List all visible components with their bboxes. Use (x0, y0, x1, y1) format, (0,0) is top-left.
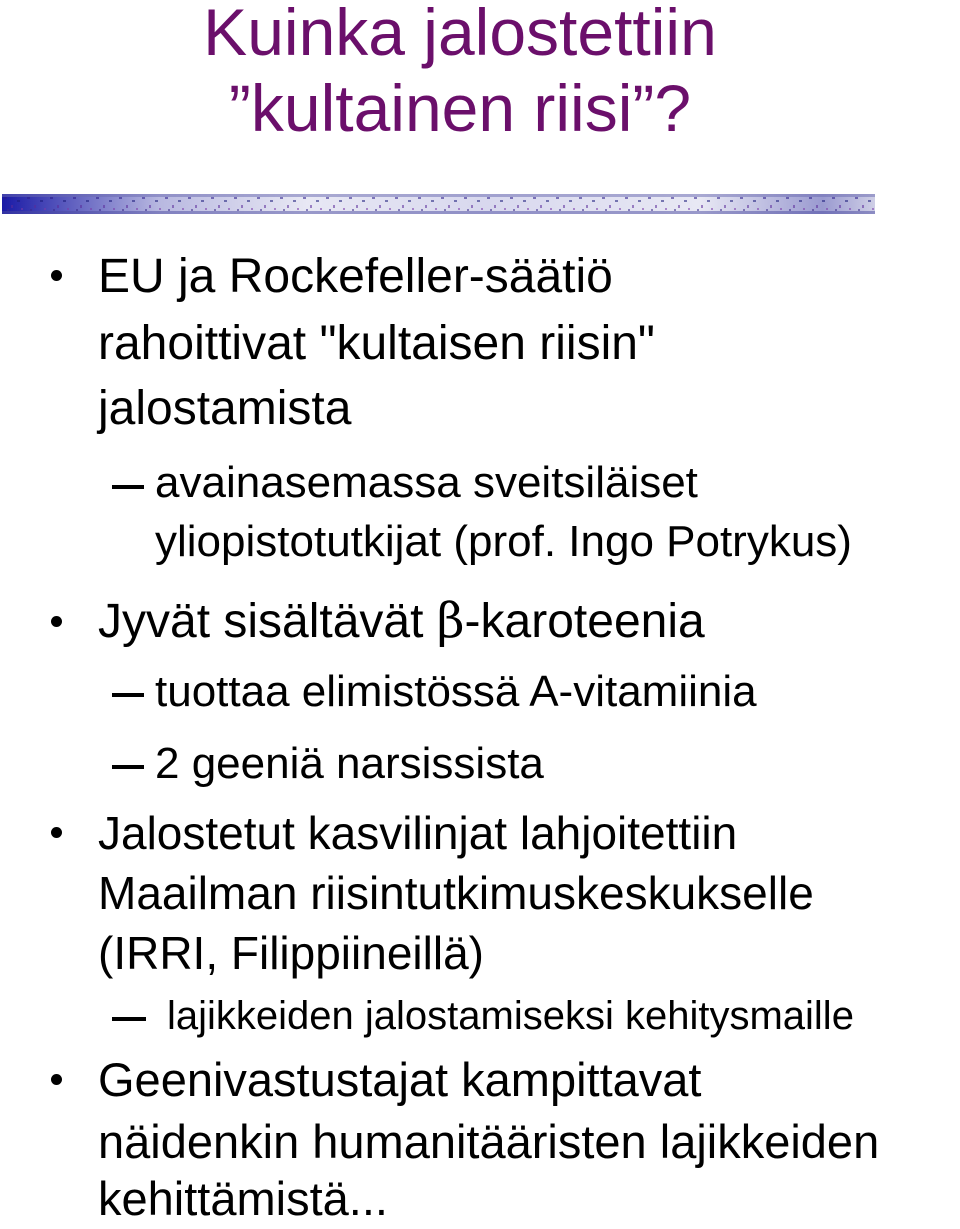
bullet-marker (51, 270, 62, 281)
bullet-3-sub-1-line-1: lajikkeiden jalostamiseksi kehitysmaille (167, 994, 854, 1038)
bullet-marker (51, 616, 62, 627)
bullet-4-line-2: näidenkin humanitääristen lajikkeiden (98, 1115, 880, 1168)
bullet-3-line-1: Jalostetut kasvilinjat lahjoitettiin (98, 807, 738, 859)
sub-bullet-dash (112, 485, 144, 489)
bullet-4-line-1: Geenivastustajat kampittavat (98, 1053, 702, 1106)
bullet-2-sub-2-line-1: 2 geeniä narsissista (155, 739, 544, 788)
sub-bullet-dash (112, 1017, 146, 1021)
bullet-2-sub-1-line-1: tuottaa elimistössä A-vitamiinia (155, 667, 757, 716)
bullet-4-line-3: kehittämistä... (98, 1172, 388, 1225)
bullet-2-line-1 (98, 591, 705, 652)
sub-bullet-dash (112, 693, 144, 697)
bullet-1-sub-1-line-2: yliopistotutkijat (prof. Ingo Potrykus) (155, 517, 852, 566)
bullet-3-line-3: (IRRI, Filippiineillä) (98, 927, 484, 979)
beta-symbol: β (436, 593, 465, 649)
slide-title-line-1: Kuinka jalostettiin (203, 0, 717, 69)
bullet-2-text-suffix: -karoteenia (464, 595, 705, 648)
bullet-1-sub-1-line-1: avainasemassa sveitsiläiset (155, 458, 698, 507)
sub-bullet-dash (112, 765, 144, 769)
bullet-3-line-2: Maailman riisintutkimuskeskukselle (98, 867, 814, 919)
bullet-marker (51, 1074, 62, 1085)
bullet-marker (51, 827, 62, 838)
bullet-1-line-2: rahoittivat "kultaisen riisin" (98, 317, 655, 370)
bullet-1-line-3: jalostamista (98, 382, 352, 435)
bullet-2-text-prefix: Jyvät sisältävät (98, 595, 437, 648)
bullet-1-line-1: EU ja Rockefeller-säätiö (98, 250, 613, 303)
slide-title-line-2: ”kultainen riisi”? (228, 71, 692, 145)
